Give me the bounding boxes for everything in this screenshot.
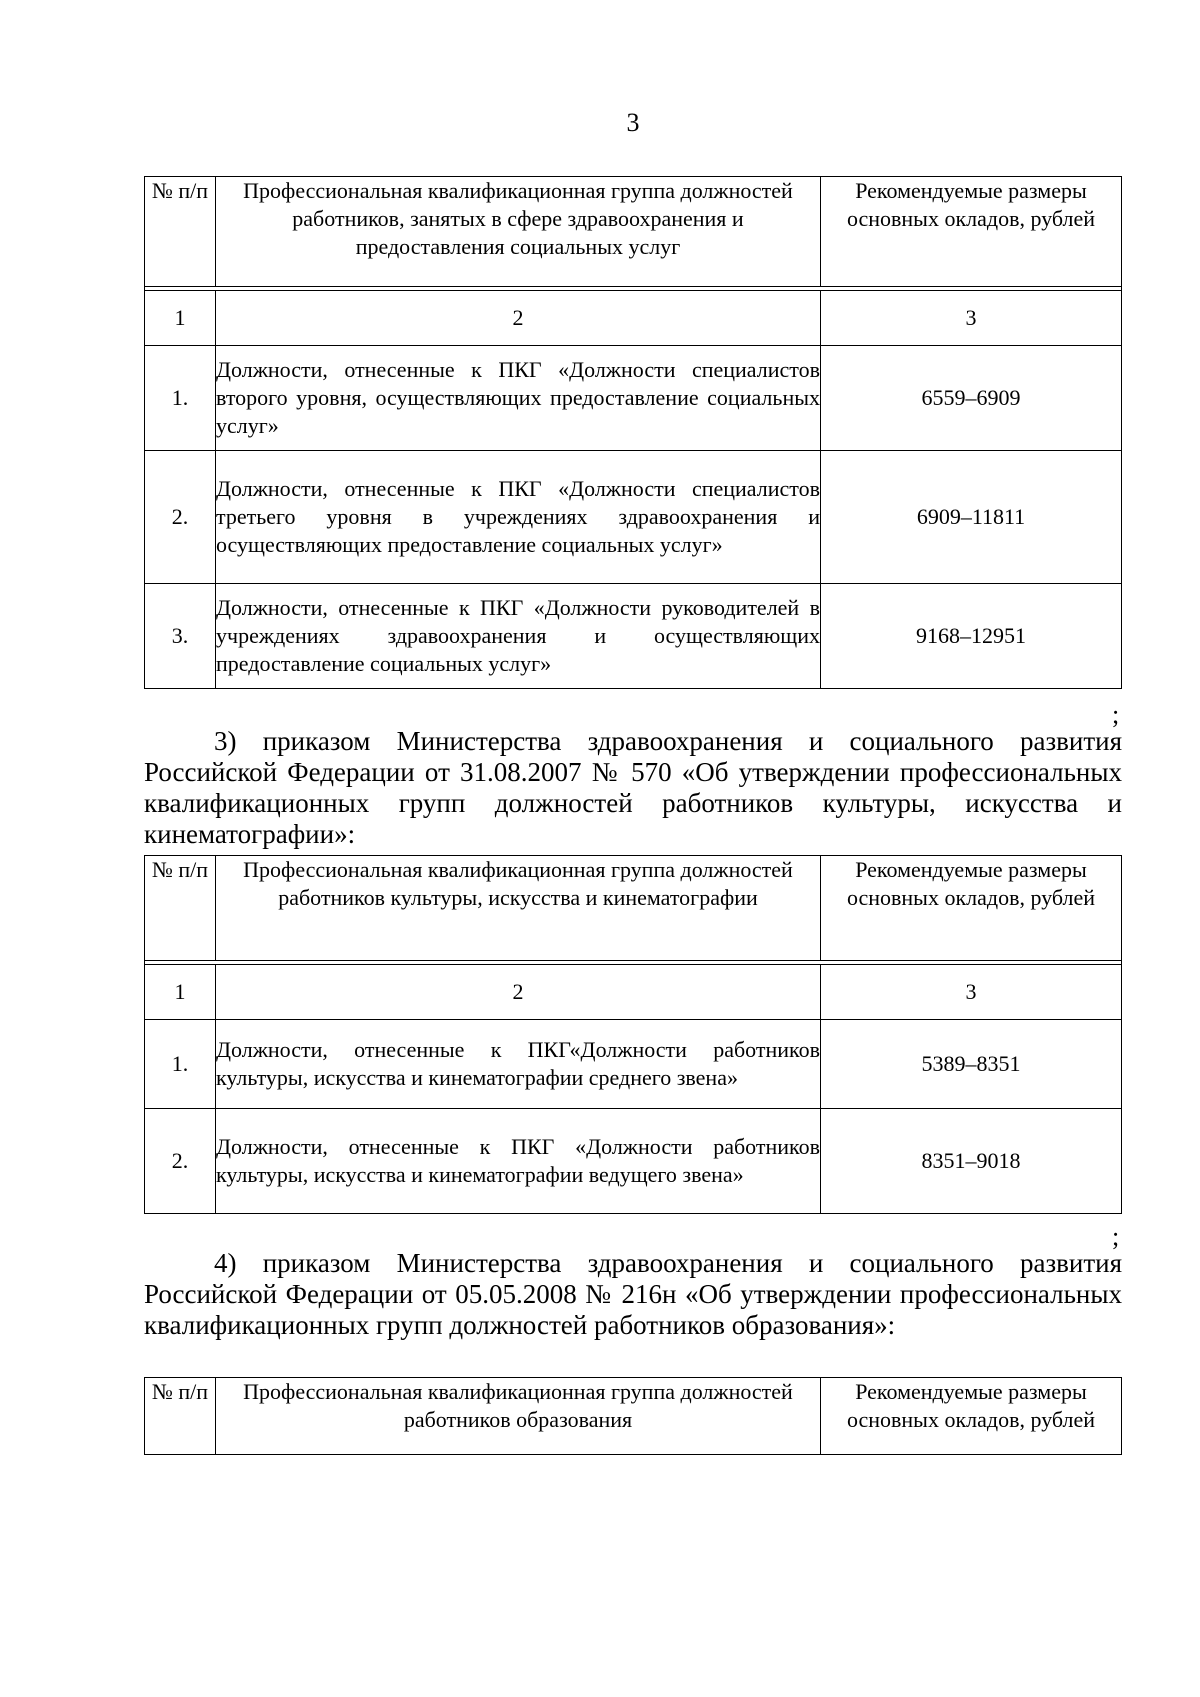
row-salary: 5389–8351 (821, 1020, 1122, 1109)
header-number: № п/п (145, 1378, 216, 1455)
col-number-1: 1 (145, 291, 216, 346)
row-group-text: Должности, отнесенные к ПКГ «Должности руководителей в учреждениях здравоохранения и осуществляющих предоставление социальных услуг» (216, 584, 821, 689)
header-salary: Рекомендуемые размеры основных окладов, рублей (821, 1378, 1122, 1455)
col-number-1: 1 (145, 965, 216, 1020)
table-header-row (145, 1378, 1122, 1455)
table-row (145, 451, 1122, 584)
table-education (144, 1377, 1122, 1455)
col-number-3: 3 (821, 291, 1122, 346)
row-group-text: Должности, отнесенные к ПКГ «Должности специалистов второго уровня, осуществляющих предоставление социальных услуг» (216, 346, 821, 451)
row-number: 3. (145, 584, 216, 689)
row-group-text: Должности, отнесенные к ПКГ«Должности работников культуры, искусства и кинематографии среднего звена» (216, 1020, 821, 1109)
page-number: 3 (626, 108, 640, 137)
semicolon: ; (1112, 1222, 1120, 1251)
table-row (145, 1020, 1122, 1109)
row-number: 1. (145, 346, 216, 451)
table-culture (144, 855, 1122, 1214)
row-group-text: Должности, отнесенные к ПКГ «Должности специалистов третьего уровня в учреждениях здравоохранения и осуществляющих предоставление социальных услуг» (216, 451, 821, 584)
row-salary: 6909–11811 (821, 451, 1122, 584)
table-healthcare (144, 176, 1122, 689)
row-salary: 9168–12951 (821, 584, 1122, 689)
header-number: № п/п (145, 177, 216, 287)
col-number-2: 2 (216, 291, 821, 346)
row-salary: 6559–6909 (821, 346, 1122, 451)
table-header-row (145, 177, 1122, 287)
paragraph-item-4: 4) приказом Министерства здравоохранения и социального развития Российской Федерации от 05.05.2008 № 216н «Об утверждении профессиональных квалификационных групп должностей работников образования»: (144, 1248, 1122, 1340)
header-group: Профессиональная квалификационная группа должностей работников образования (216, 1378, 821, 1455)
header-group: Профессиональная квалификационная группа должностей работников, занятых в сфере здравоохранения и предоставления социальных услуг (216, 177, 821, 287)
header-salary: Рекомендуемые размеры основных окладов, рублей (821, 856, 1122, 961)
row-group-text: Должности, отнесенные к ПКГ «Должности работников культуры, искусства и кинематографии ведущего звена» (216, 1109, 821, 1214)
column-numbers-row (145, 965, 1122, 1020)
table-row (145, 1109, 1122, 1214)
row-number: 1. (145, 1020, 216, 1109)
table-row (145, 584, 1122, 689)
col-number-3: 3 (821, 965, 1122, 1020)
col-number-2: 2 (216, 965, 821, 1020)
header-group: Профессиональная квалификационная группа должностей работников культуры, искусства и кинематографии (216, 856, 821, 961)
header-salary: Рекомендуемые размеры основных окладов, рублей (821, 177, 1122, 287)
row-salary: 8351–9018 (821, 1109, 1122, 1214)
table-row (145, 346, 1122, 451)
header-number: № п/п (145, 856, 216, 961)
semicolon: ; (1112, 700, 1120, 729)
row-number: 2. (145, 451, 216, 584)
column-numbers-row (145, 291, 1122, 346)
table-header-row (145, 856, 1122, 961)
paragraph-item-3: 3) приказом Министерства здравоохранения и социального развития Российской Федерации от 31.08.2007 № 570 «Об утверждении профессиональных квалификационных групп должностей работников культуры, искусства и кинематографии»: (144, 726, 1122, 849)
row-number: 2. (145, 1109, 216, 1214)
